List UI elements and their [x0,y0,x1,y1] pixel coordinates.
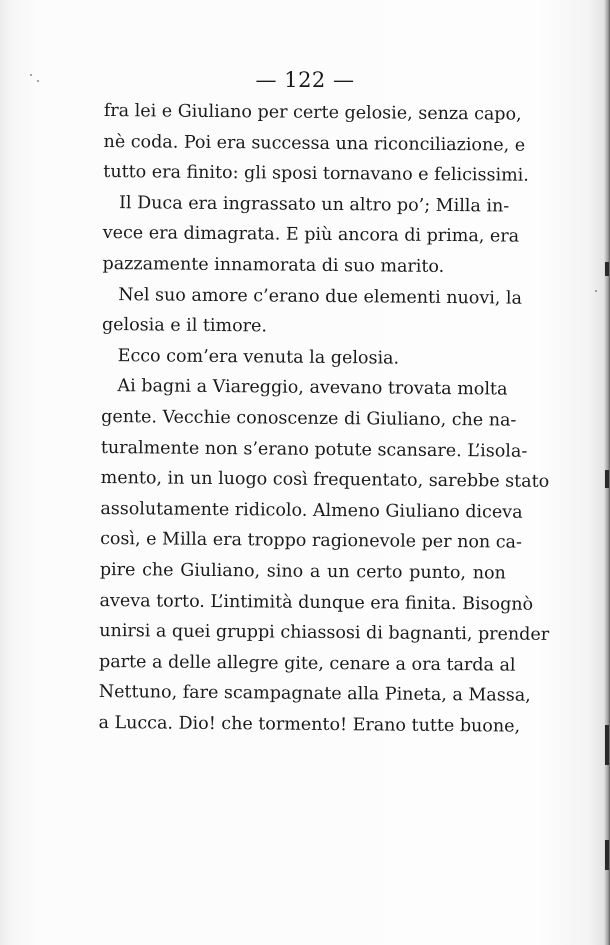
text-line: Nettuno, fare scampagnate alla Pineta, a Massa, [98,682,531,707]
text-line: Ai bagni a Viareggio, avevano trovata molta [117,376,508,400]
text-line: vece era dimagrata. E più ancora di prima, era [102,223,520,248]
text-line: unirsi a quei gruppi chiassosi di bagnanti, prender [99,621,550,645]
text-line: a Lucca. Dio! che tormento! Erano tutte buone, [98,712,521,737]
text-line: aveva torto. L’intimità dunque era finita. Bisognò [99,590,534,615]
text-line: pire che Giuliano, sino a un certo punto, non [99,559,506,584]
text-line: fra lei e Giuliano per certe gelosie, senza capo, [103,100,522,125]
text-line: parte a delle allegre gite, cenare a ora tarda al [98,651,516,676]
text-line: Ecco com’era venuta la gelosia. [117,345,400,369]
text-line: gelosia e il timore. [101,315,268,337]
text-line: mento, in un luogo così frequentato, sarebbe stato [100,468,550,493]
edge-mark [605,725,609,765]
text-line: nè coda. Poi era successa una riconciliazione, e [103,131,526,156]
text-line: assolutamente ridicolo. Almeno Giuliano diceva [100,498,523,523]
text-line: turalmente non s’erano potute scansare. L’isola- [100,437,528,462]
text-line: così, e Milla era troppo ragionevole per non ca- [100,529,522,553]
page-number: — 122 — [255,68,355,92]
edge-mark [605,262,609,276]
text-line: pazzamente innamorata di suo marito. [102,253,445,277]
text-line: Nel suo amore c’erano due elementi nuovi, la [118,284,523,309]
text-line: Il Duca era ingrassato un altro po’; Milla in- [118,192,510,217]
edge-mark [605,840,609,870]
body-text [98,96,550,742]
paper-speck [595,290,597,292]
edge-mark [605,470,609,488]
text-line: tutto era finito: gli sposi tornavano e felicissimi. [103,162,529,186]
text-line: gente. Vecchie conoscenze di Giuliano, che na- [101,406,517,431]
